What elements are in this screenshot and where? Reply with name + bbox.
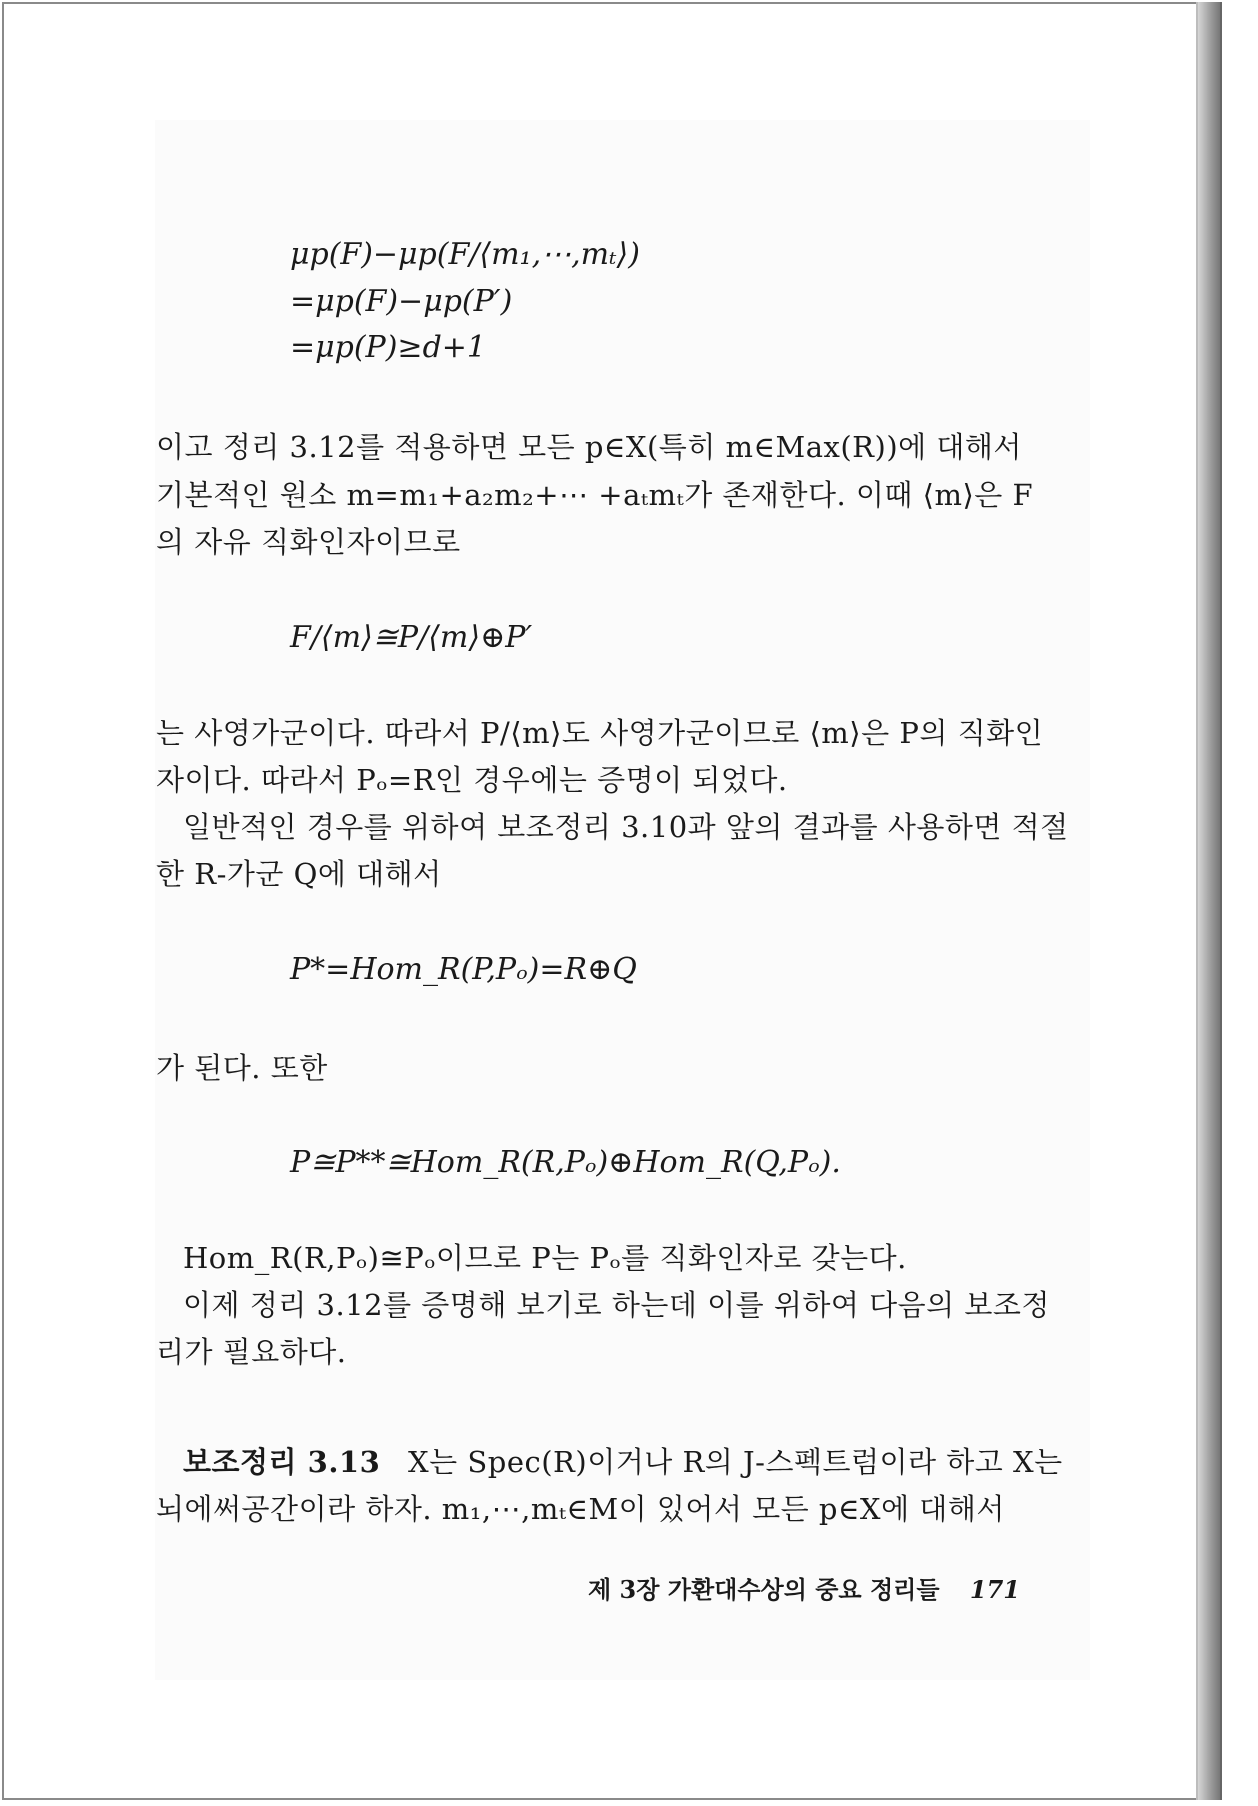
equation-line: F/⟨m⟩≅P/⟨m⟩⊕P′ [290, 620, 533, 655]
book-spine [1198, 2, 1222, 1800]
paragraph-line: 는 사영가군이다. 따라서 P/⟨m⟩도 사영가군이므로 ⟨m⟩은 P의 직화인 [156, 716, 1044, 750]
lemma-text: X는 Spec(R)이거나 R의 J-스펙트럼이라 하고 X는 [408, 1445, 1063, 1479]
equation-line: P*=Hom_R(P,Pₒ)=R⊕Q [290, 952, 637, 987]
paragraph-line: 이고 정리 3.12를 적용하면 모든 p∈X(특히 m∈Max(R))에 대해서 [156, 430, 1022, 464]
paragraph-line: 의 자유 직화인자이므로 [156, 525, 461, 559]
paragraph-line: 자이다. 따라서 Pₒ=R인 경우에는 증명이 되었다. [156, 763, 788, 797]
paragraph-line: 리가 필요하다. [156, 1335, 347, 1369]
paragraph-line: 일반적인 경우를 위하여 보조정리 3.10과 앞의 결과를 사용하면 적절 [183, 810, 1069, 844]
paragraph-line: Hom_R(R,Pₒ)≅Pₒ이므로 P는 Pₒ를 직화인자로 갖는다. [183, 1241, 907, 1275]
lemma-label: 보조정리 3.13 [183, 1445, 381, 1479]
equation-line: μp(F)−μp(F/⟨m₁,⋯,mₜ⟩) [290, 237, 640, 272]
page-number: 171 [969, 1575, 1020, 1604]
paragraph-line: 가 된다. 또한 [156, 1051, 328, 1085]
equation-line: =μp(F)−μp(P′) [290, 284, 513, 319]
paragraph-line: 이제 정리 3.12를 증명해 보기로 하는데 이를 위하여 다음의 보조정 [183, 1288, 1050, 1322]
lemma-line: 뇌에써공간이라 하자. m₁,⋯,mₜ∈M이 있어서 모든 p∈X에 대해서 [156, 1492, 1005, 1526]
chapter-title: 제 3장 가환대수상의 중요 정리들 [588, 1575, 940, 1604]
equation-line: =μp(P)≥d+1 [290, 330, 486, 365]
paragraph-line: 기본적인 원소 m=m₁+a₂m₂+⋯ +aₜmₜ가 존재한다. 이때 ⟨m⟩은 F [156, 478, 1034, 512]
equation-line: P≅P**≅Hom_R(R,Pₒ)⊕Hom_R(Q,Pₒ). [290, 1145, 841, 1180]
running-footer [588, 1570, 1020, 1605]
paragraph-line: 한 R-가군 Q에 대해서 [156, 857, 442, 891]
lemma-heading-line [183, 1442, 1063, 1482]
